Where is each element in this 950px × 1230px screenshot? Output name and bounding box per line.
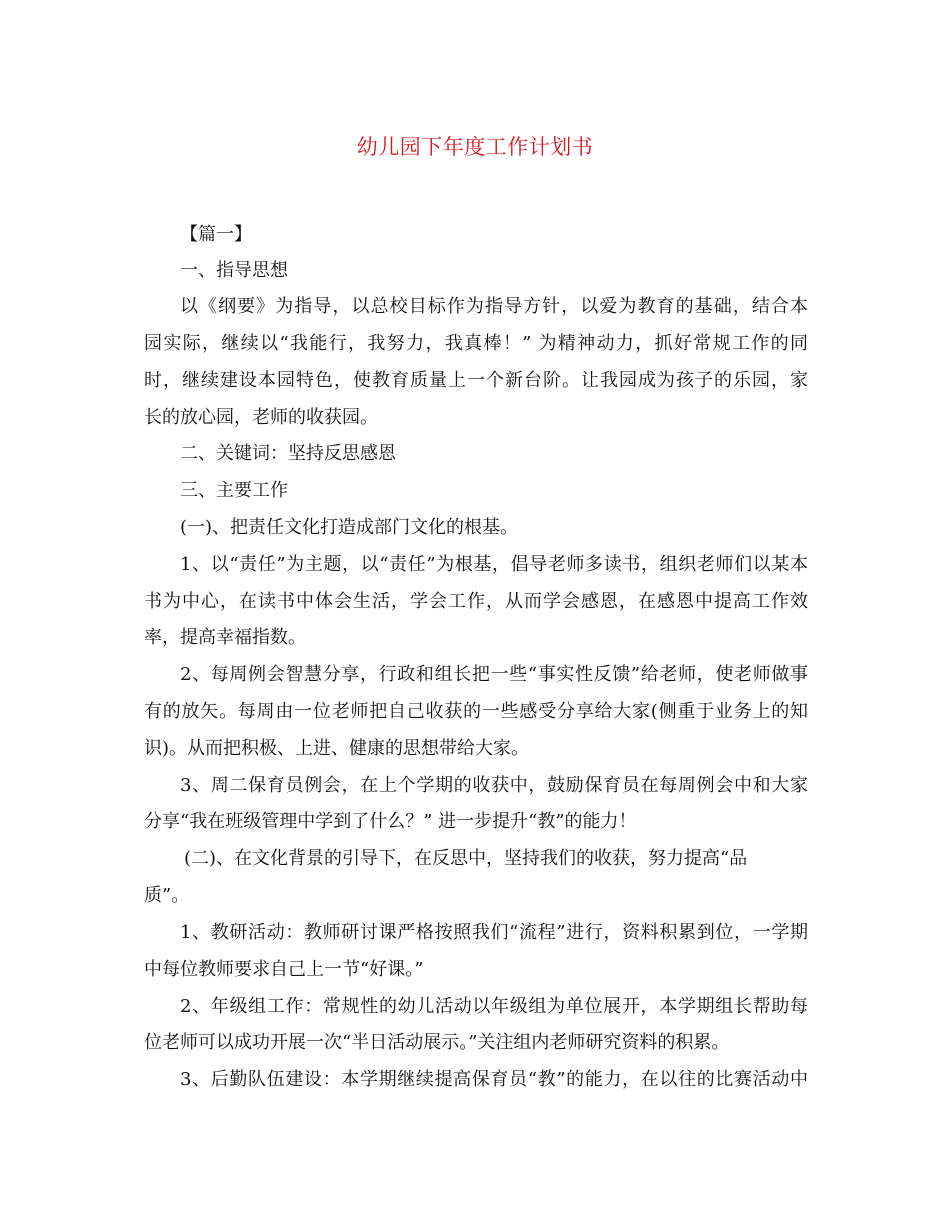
- paragraph-line: 书为中心，在读书中体会生活，学会工作，从而学会感恩，在感恩中提高工作效: [144, 591, 808, 612]
- document-title: 幼儿园下年度工作计划书: [356, 135, 594, 159]
- paragraph-line: 3、后勤队伍建设：本学期继续提高保育员“教”的能力，在以往的比赛活动中: [180, 1069, 808, 1090]
- paragraph-line: 识)。从而把积极、上进、健康的思想带给大家。: [144, 738, 530, 759]
- section-heading: 【篇一】: [180, 224, 252, 245]
- paragraph-line: 中每位教师要求自己上一节“好课。”: [144, 959, 424, 980]
- paragraph-line: 1、教研活动：教师研讨课严格按照我们“流程”进行，资料积累到位，一学期: [180, 922, 808, 943]
- heading-main-work: 三、主要工作: [180, 480, 288, 501]
- paragraph-line: 以《纲要》为指导，以总校目标作为指导方针，以爱为教育的基础，结合本: [180, 296, 808, 317]
- subheading-part-two: (二)、在文化背景的引导下，在反思中，坚持我们的收获，努力提高“品: [184, 848, 748, 869]
- paragraph-line: 位老师可以成功开展一次“半日活动展示。”关注组内老师研究资料的积累。: [144, 1032, 730, 1053]
- heading-keywords: 二、关键词：坚持反思感恩: [180, 443, 396, 464]
- paragraph-line: 长的放心园，老师的收获园。: [144, 407, 378, 428]
- paragraph-line: 时，继续建设本园特色，使教育质量上一个新台阶。让我园成为孩子的乐园，家: [144, 370, 808, 391]
- paragraph-line: 1、以“责任”为主题，以“责任”为根基，倡导老师多读书，组织老师们以某本: [180, 554, 808, 575]
- paragraph-line: 2、年级组工作：常规性的幼儿活动以年级组为单位展开，本学期组长帮助每: [180, 996, 808, 1017]
- subheading-part-one: (一)、把责任文化打造成部门文化的根基。: [180, 517, 519, 538]
- paragraph-line: 质”。: [144, 885, 190, 906]
- paragraph-line: 3、周二保育员例会，在上个学期的收获中，鼓励保育员在每周例会中和大家: [180, 775, 808, 796]
- paragraph-line: 有的放矢。每周由一位老师把自己收获的一些感受分享给大家(侧重于业务上的知: [144, 701, 808, 722]
- paragraph-line: 2、每周例会智慧分享，行政和组长把一些“事实性反馈”给老师，使老师做事: [180, 664, 808, 685]
- heading-guiding-ideology: 一、指导思想: [180, 260, 288, 281]
- paragraph-line: 园实际，继续以“我能行，我努力，我真棒！” 为精神动力，抓好常规工作的同: [144, 333, 808, 354]
- paragraph-line: 分享“我在班级管理中学到了什么？” 进一步提升“教”的能力！: [144, 811, 637, 832]
- paragraph-line: 率，提高幸福指数。: [144, 627, 306, 648]
